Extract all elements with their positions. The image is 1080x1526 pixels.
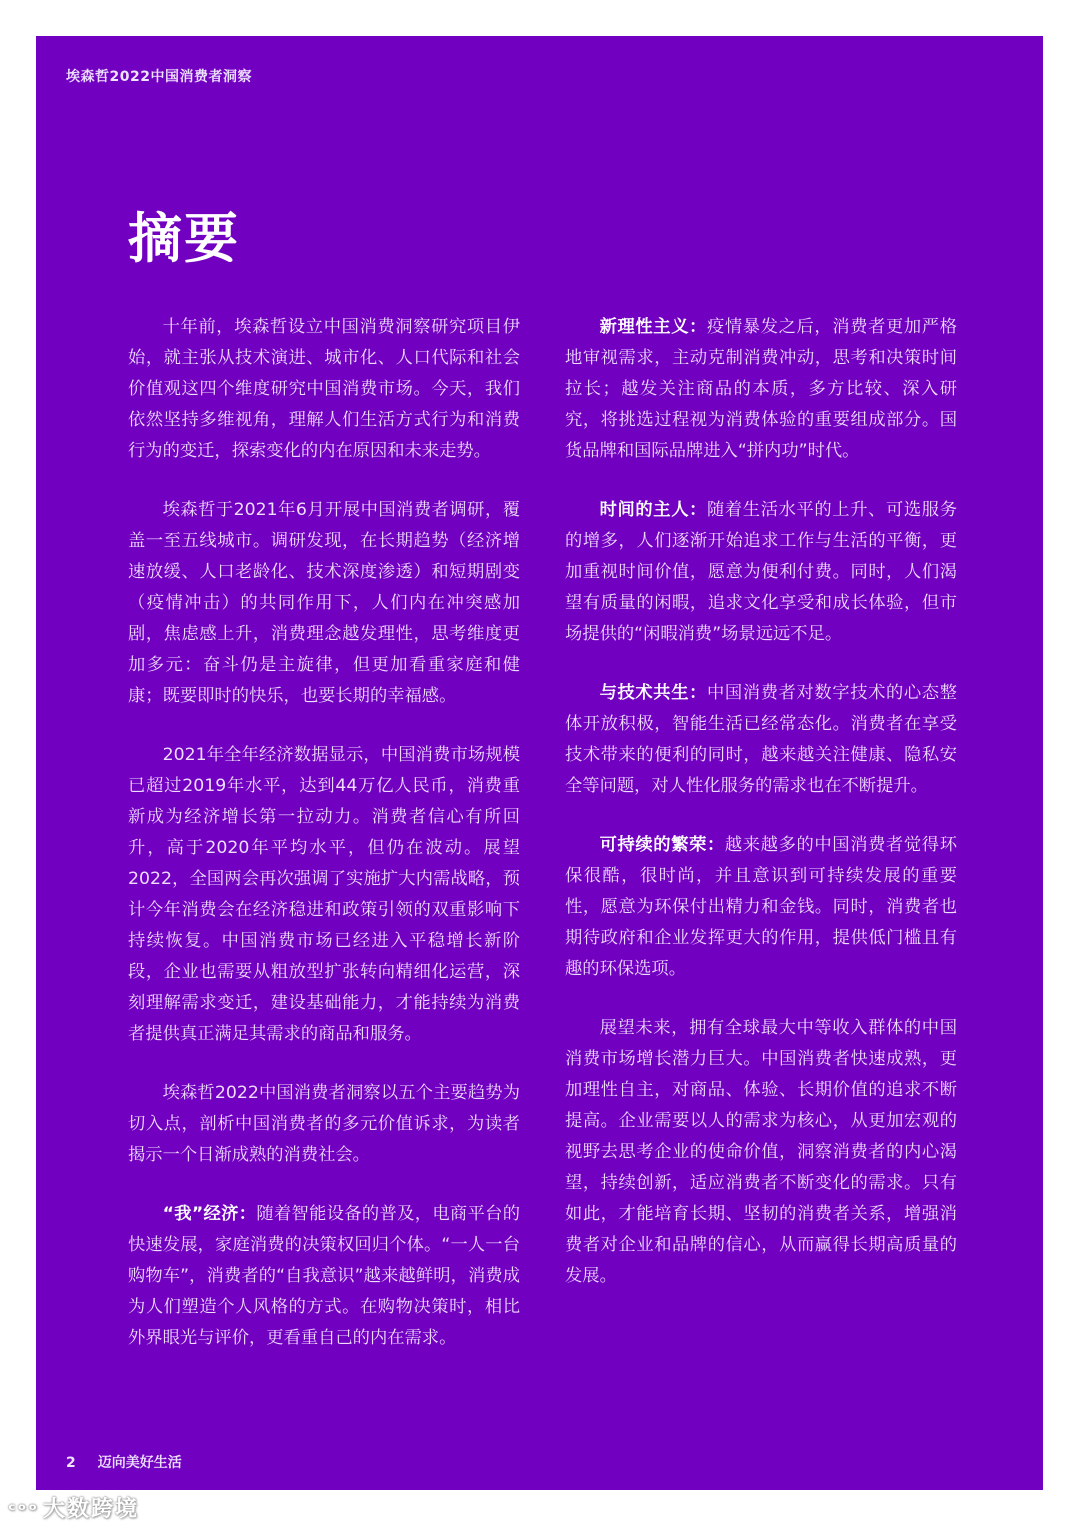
paragraph-five-trends: 埃森哲2022中国消费者洞察以五个主要趋势为切入点，剖析中国消费者的多元价值诉求，为读者揭示一个日渐成熟的消费社会。 xyxy=(128,1083,520,1165)
paragraph-master-of-time: 时间的主人：随着生活水平的上升、可选服务的增多，人们逐渐开始追求工作与生活的平衡，更加重视时间价值，愿意为便利付费。同时，人们渴望有质量的闲暇，追求文化享受和成长体验，但市场提供的“闲暇消费”场景远远不足。 xyxy=(565,500,957,644)
trend-heading: 时间的主人： xyxy=(599,500,707,520)
paragraph-survey: 埃森哲于2021年6月开展中国消费者调研，覆盖一至五线城市。调研发现，在长期趋势（经济增速放缓、人口老龄化、技术深度渗透）和短期剧变（疫情冲击）的共同作用下，人们内在冲突感加剧，焦虑感上升，消费理念越发理性，思考维度更加多元：奋斗仍是主旋律，但更加看重家庭和健康；既要即时的快乐，也要长期的幸福感。 xyxy=(128,500,520,706)
page-footer xyxy=(66,1452,182,1472)
trend-heading: “我”经济： xyxy=(162,1204,257,1224)
report-page xyxy=(36,36,1043,1490)
paragraph-new-rationalism: 新理性主义：疫情暴发之后，消费者更加严格地审视需求，主动克制消费冲动，思考和决策时间拉长；越发关注商品的本质，多方比较、深入研究，将挑选过程视为消费体验的重要组成部分。国货品牌和国际品牌进入“拼内功”时代。 xyxy=(565,317,957,461)
right-column xyxy=(565,312,957,1320)
page-number: 2 xyxy=(66,1455,76,1471)
trend-heading: 可持续的繁荣： xyxy=(599,835,725,855)
paragraph-sustainable-prosperity: 可持续的繁荣：越来越多的中国消费者觉得环保很酷，很时尚，并且意识到可持续发展的重要性，愿意为环保付出精力和金钱。同时，消费者也期待政府和企业发挥更大的作用，提供低门槛且有趣的环保选项。 xyxy=(565,835,957,979)
left-column xyxy=(128,312,520,1382)
page-title: 摘要 xyxy=(128,207,240,270)
footer-section-title: 迈向美好生活 xyxy=(97,1455,182,1471)
paragraph-economy: 2021年全年经济数据显示，中国消费市场规模已超过2019年水平，达到44万亿人民币，消费重新成为经济增长第一拉动力。消费者信心有所回升，高于2020年平均水平，但仍在波动。展望2022，全国两会再次强调了实施扩大内需战略，预计今年消费会在经济稳进和政策引领的双重影响下持续恢复。中国消费市场已经进入平稳增长新阶段，企业也需要从粗放型扩张转向精细化运营，深刻理解需求变迁，建设基础能力，才能持续为消费者提供真正满足其需求的商品和服务。 xyxy=(128,745,520,1044)
paragraph-me-economy: “我”经济：随着智能设备的普及，电商平台的快速发展，家庭消费的决策权回归个体。“一人一台购物车”，消费者的“自我意识”越来越鲜明，消费成为人们塑造个人风格的方式。在购物决策时，相比外界眼光与评价，更看重自己的内在需求。 xyxy=(128,1204,520,1348)
watermark-text: 大数跨境 xyxy=(43,1497,140,1522)
watermark xyxy=(8,1492,139,1523)
paragraph-outlook: 展望未来，拥有全球最大中等收入群体的中国消费市场增长潜力巨大。中国消费者快速成熟，更加理性自主，对商品、体验、长期价值的追求不断提高。企业需要以人的需求为核心，从更加宏观的视野去思考企业的使命价值，洞察消费者的内心渴望，持续创新，适应消费者不断变化的需求。只有如此，才能培育长期、坚韧的消费者关系，增强消费者对企业和品牌的信心，从而赢得长期高质量的发展。 xyxy=(565,1018,957,1286)
watermark-logo-icon: ᶜᵒᵒ xyxy=(8,1500,40,1521)
trend-heading: 与技术共生： xyxy=(599,683,707,703)
trend-heading: 新理性主义： xyxy=(599,317,707,337)
paragraph-intro: 十年前，埃森哲设立中国消费洞察研究项目伊始，就主张从技术演进、城市化、人口代际和社会价值观这四个维度研究中国消费市场。今天，我们依然坚持多维视角，理解人们生活方式行为和消费行为的变迁，探索变化的内在原因和未来走势。 xyxy=(128,317,520,461)
paragraph-tech-symbiosis: 与技术共生：中国消费者对数字技术的心态整体开放积极，智能生活已经常态化。消费者在享受技术带来的便利的同时，越来越关注健康、隐私安全等问题，对人性化服务的需求也在不断提升。 xyxy=(565,683,957,796)
running-header: 埃森哲2022中国消费者洞察 xyxy=(66,69,252,85)
